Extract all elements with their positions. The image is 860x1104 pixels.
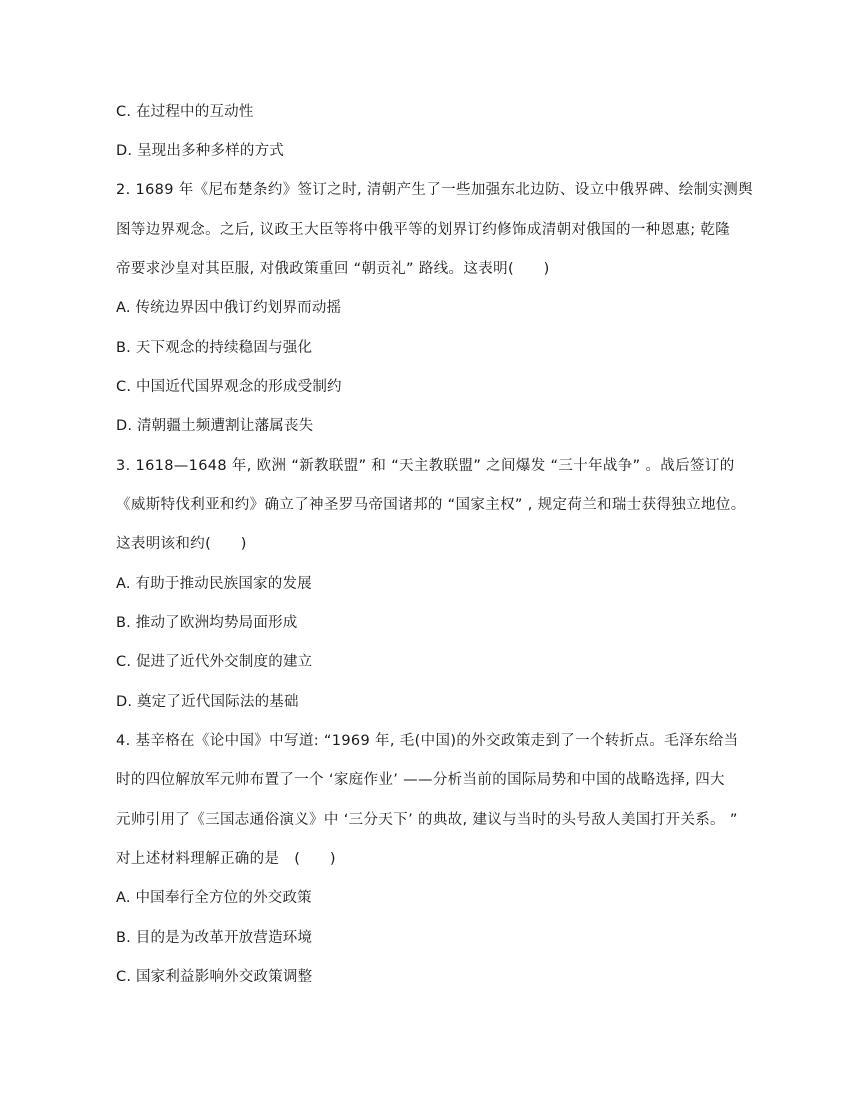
- option-b-q2: B. 天下观念的持续稳固与强化: [116, 340, 313, 356]
- option-d-q3: D. 奠定了近代国际法的基础: [116, 694, 299, 710]
- question-4-line-2: 时的四位解放军元帅布置了一个 ‘家庭作业’ ——分析当前的国际局势和中国的战略选择, 四大: [116, 772, 725, 788]
- question-3-line-3: 这表明该和约( ): [116, 536, 247, 552]
- question-4-line-1: 4. 基辛格在《论中国》中写道: “1969 年, 毛(中国)的外交政策走到了一个转折点。毛泽东给当: [116, 733, 739, 749]
- option-c-q4: C. 国家利益影响外交政策调整: [116, 969, 313, 985]
- question-3-line-1: 3. 1618—1648 年, 欧洲 “新教联盟” 和 “天主教联盟” 之间爆发 “三十年战争” 。战后签订的: [116, 458, 735, 474]
- option-b-q3: B. 推动了欧洲均势局面形成: [116, 615, 298, 631]
- option-b-q4: B. 目的是为改革开放营造环境: [116, 930, 313, 946]
- question-2-line-1: 2. 1689 年《尼布楚条约》签订之时, 清朝产生了一些加强东北边防、设立中俄界碑、绘制实测舆: [116, 182, 753, 198]
- option-c-q3: C. 促进了近代外交制度的建立: [116, 654, 313, 670]
- option-a-q3: A. 有助于推动民族国家的发展: [116, 576, 312, 592]
- option-a-q2: A. 传统边界因中俄订约划界而动摇: [116, 300, 342, 316]
- question-3-line-2: 《威斯特伐利亚和约》确立了神圣罗马帝国诸邦的 “国家主权” , 规定荷兰和瑞士获得独立地位。: [116, 497, 746, 513]
- question-2-line-3: 帝要求沙皇对其臣服, 对俄政策重回 “朝贡礼” 路线。这表明( ): [116, 261, 550, 277]
- option-d-q2: D. 清朝疆土频遭割让藩属丧失: [116, 418, 314, 434]
- question-2-line-2: 图等边界观念。之后, 议政王大臣等将中俄平等的划界订约修饰成清朝对俄国的一种恩惠; 乾隆: [116, 222, 731, 238]
- option-c-q2: C. 中国近代国界观念的形成受制约: [116, 379, 342, 395]
- option-a-q4: A. 中国奉行全方位的外交政策: [116, 890, 312, 906]
- question-4-line-3: 元帅引用了《三国志通俗演义》中 ‘三分天下’ 的典故, 建议与当时的头号敌人美国打开关系。 ”: [116, 812, 738, 828]
- option-d-q1: D. 呈现出多种多样的方式: [116, 143, 284, 159]
- question-4-line-4: 对上述材料理解正确的是 ( ): [116, 851, 336, 867]
- option-c-q1: C. 在过程中的互动性: [116, 104, 254, 120]
